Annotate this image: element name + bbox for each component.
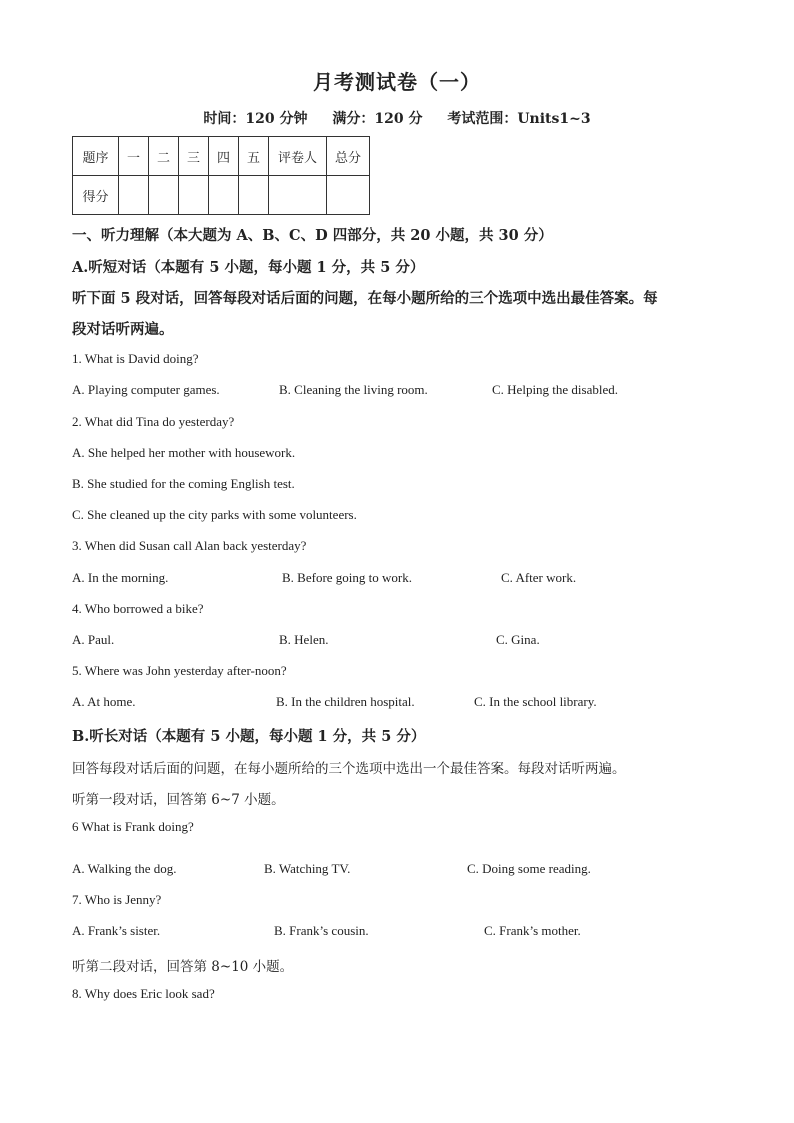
exam-score: 满分：120 分	[332, 111, 423, 127]
option-a: A. Frank’s sister.	[72, 923, 161, 938]
exam-range: 考试范围：Units1~3	[447, 111, 591, 127]
question-stem: 8. Why does Eric look sad?	[72, 986, 215, 1001]
score-input-cell[interactable]	[179, 176, 209, 215]
score-cell: 三	[179, 137, 209, 176]
question-stem: 2. What did Tina do yesterday?	[72, 414, 235, 429]
score-cell: 得分	[73, 176, 119, 215]
section-heading: 一、听力理解（本大题为 A、B、C、D 四部分，共 20 小题，共 30 分）	[72, 227, 553, 244]
score-cell: 一	[119, 137, 149, 176]
dialog-instruction: 听第一段对话，回答第 6~7 小题。	[72, 792, 285, 808]
score-input-cell[interactable]	[269, 176, 327, 215]
score-cell: 题序	[73, 137, 119, 176]
option-c: C. Helping the disabled.	[492, 382, 619, 397]
option-a: A. At home.	[72, 694, 136, 709]
option-c: C. Frank’s mother.	[484, 923, 581, 938]
score-cell: 五	[239, 137, 269, 176]
question-stem: 3. When did Susan call Alan back yesterday?	[72, 538, 307, 553]
score-input-cell[interactable]	[209, 176, 239, 215]
option-b: B. Helen.	[279, 632, 329, 647]
option-a: A. Playing computer games.	[72, 382, 220, 397]
part-b-heading: B.听长对话（本题有 5 小题，每小题 1 分，共 5 分）	[72, 728, 426, 745]
option-a: A. Paul.	[72, 632, 115, 647]
option-b: B. In the children hospital.	[276, 694, 415, 709]
score-cell: 二	[149, 137, 179, 176]
dialog-instruction: 听第二段对话，回答第 8~10 小题。	[72, 959, 294, 975]
question-stem: 1. What is David doing?	[72, 351, 199, 366]
exam-info	[0, 108, 794, 128]
part-a-instruction: 段对话听两遍。	[72, 321, 174, 338]
option-b: B. Before going to work.	[282, 570, 412, 585]
option-b: B. Frank’s cousin.	[274, 923, 369, 938]
option-c: C. Doing some reading.	[467, 861, 591, 876]
option-a: A. Walking the dog.	[72, 861, 177, 876]
score-cell: 总分	[327, 137, 370, 176]
score-input-cell[interactable]	[327, 176, 370, 215]
part-b-instruction: 回答每段对话后面的问题，在每小题所给的三个选项中选出一个最佳答案。每段对话听两遍。	[72, 761, 626, 777]
question-stem: 4. Who borrowed a bike?	[72, 601, 204, 616]
score-input-cell[interactable]	[149, 176, 179, 215]
option-a: A. In the morning.	[72, 570, 169, 585]
option-c: C. She cleaned up the city parks with some volunteers.	[72, 507, 357, 522]
score-input-cell[interactable]	[239, 176, 269, 215]
part-a-heading: A.听短对话（本题有 5 小题，每小题 1 分，共 5 分）	[72, 259, 425, 276]
question-stem: 5. Where was John yesterday after-noon?	[72, 663, 287, 678]
option-c: C. After work.	[501, 570, 577, 585]
option-c: C. Gina.	[496, 632, 540, 647]
option-c: C. In the school library.	[474, 694, 597, 709]
score-table-header-row	[73, 137, 370, 176]
option-b: B. Cleaning the living room.	[279, 382, 428, 397]
score-input-cell[interactable]	[119, 176, 149, 215]
score-table-score-row	[73, 176, 370, 215]
option-b: B. She studied for the coming English test.	[72, 476, 295, 491]
page-title: 月考测试卷（一）	[313, 70, 481, 94]
exam-time: 时间：120 分钟	[203, 111, 308, 127]
option-b: B. Watching TV.	[264, 861, 351, 876]
question-stem: 7. Who is Jenny?	[72, 892, 162, 907]
part-a-instruction: 听下面 5 段对话，回答每段对话后面的问题，在每小题所给的三个选项中选出最佳答案。每	[72, 290, 658, 307]
score-table	[72, 136, 370, 215]
score-cell: 评卷人	[269, 137, 327, 176]
score-cell: 四	[209, 137, 239, 176]
question-stem: 6 What is Frank doing?	[72, 819, 194, 834]
option-a: A. She helped her mother with housework.	[72, 445, 296, 460]
